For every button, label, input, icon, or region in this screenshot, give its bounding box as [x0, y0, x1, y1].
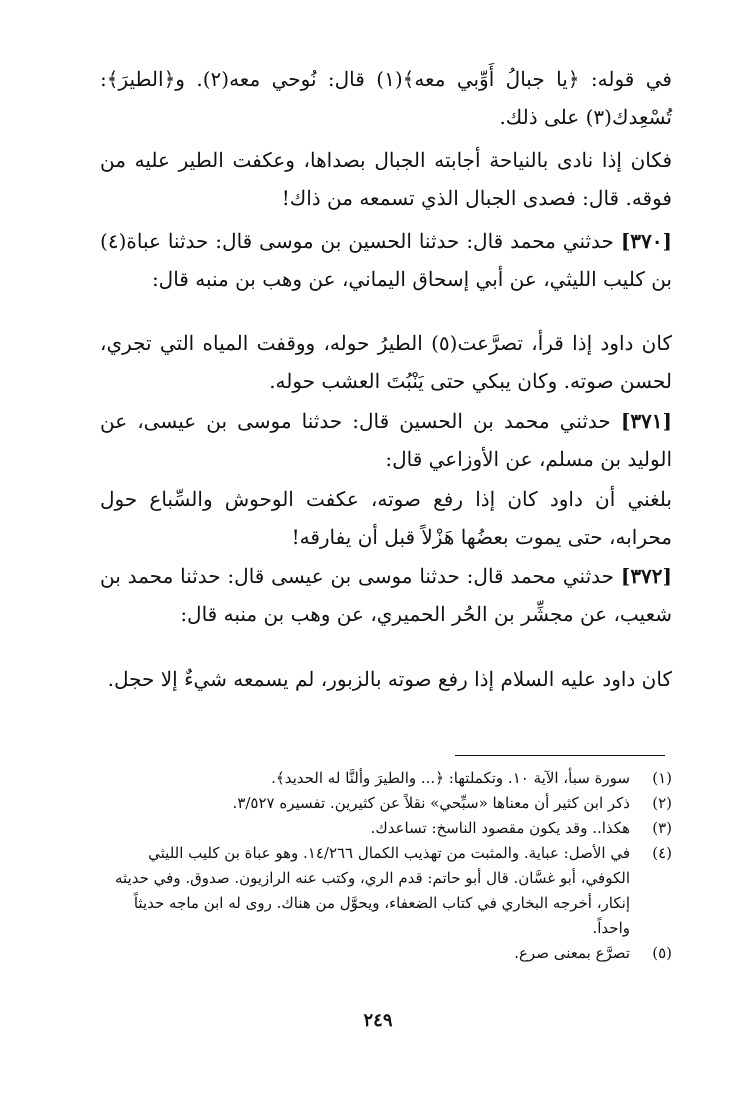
paragraph-1	[100, 60, 672, 136]
footnote-text: ذكر ابن كثير أن معناها «سبِّحي» نقلاً عن كثيرين. تفسيره ٣/٥٢٧.	[232, 794, 630, 812]
main-text-2	[100, 141, 672, 217]
main-text-3	[100, 222, 672, 298]
footnote-text: هكذا.. وقد يكون مقصود الناسخ: تساعدك.	[370, 819, 630, 837]
footnote-text: سورة سبأ، الآية ١٠. وتكملتها: ﴿... والطيرَ وألنَّا له الحديد﴾.	[271, 769, 630, 787]
paragraph-8	[100, 660, 672, 698]
footnote-3	[100, 816, 672, 841]
main-text-4	[100, 324, 672, 400]
page-number: ٢٤٩	[363, 1010, 393, 1031]
paragraph-8-text: كان داود عليه السلام إذا رفع صوته بالزبور، لم يسمعه شيءٌ إلا حجل.	[107, 667, 672, 691]
footnote-number: (١)	[652, 769, 672, 787]
paragraph-2	[100, 141, 672, 217]
footnote-text: في الأصل: عباية. والمثبت من تهذيب الكمال ١٤/٢٦٦. وهو عباة بن كليب الليثي الكوفي، أبو غسَّان. قال أبو حاتم: قدم الري، وكتب عنه الرازيون. صدوق. وفي حديثه إنكار، أخرجه البخاري في كتاب الضعفاء، ويحوَّل من هناك. روى له ابن ماجه حديثاً واحداً.	[114, 844, 630, 937]
paragraph-3-text: حدثني محمد قال: حدثنا الحسين بن موسى قال: حدثنا عباة(٤) بن كليب الليثي، عن أبي إسحاق اليماني، عن وهب بن منبه قال:	[100, 229, 672, 291]
paragraph-1-text: في قوله: ﴿يا جبالُ أَوِّبي معه﴾(١) قال: نُوحي معه(٢). و﴿الطيرَ﴾: تُسْعِدك(٣) على ذلك.	[100, 67, 672, 129]
footnote-number: (٥)	[652, 944, 672, 962]
paragraph-7-text: حدثني محمد قال: حدثنا موسى بن عيسى قال: حدثنا محمد بن شعيب، عن مجشِّر بن الحُر الحميري، عن وهب بن منبه قال:	[100, 564, 672, 626]
footnote-number: (٤)	[652, 844, 672, 862]
footnote-1	[100, 766, 672, 791]
hadith-number-371: [٣٧١]	[620, 409, 673, 433]
main-text-7	[100, 557, 672, 633]
paragraph-6	[100, 480, 672, 556]
hadith-number-370: [٣٧٠]	[620, 229, 672, 253]
paragraph-2-text: فكان إذا نادى بالنياحة أجابته الجبال بصداها، وعكفت الطير عليه من فوقه. قال: فصدى الجبال الذي تسمعه من ذاك!	[100, 148, 673, 210]
footnote-2	[100, 791, 672, 816]
footnote-number: (٢)	[652, 794, 672, 812]
footnote-number: (٣)	[652, 819, 672, 837]
footnote-text: تصرَّع بمعنى صرع.	[514, 944, 630, 962]
footnote-divider	[455, 755, 665, 756]
paragraph-4-text: كان داود إذا قرأ، تصرَّعت(٥) الطيرُ حوله، ووقفت المياه التي تجري، لحسن صوته. وكان يبكي حتى يَنْبُتَ العشب حوله.	[100, 331, 672, 393]
paragraph-6-text: بلغني أن داود كان إذا رفع صوته، عكفت الوحوش والسِّباع حول محرابه، حتى يموت بعضُها هَزْلاً قبل أن يفارقه!	[100, 487, 672, 549]
footnotes	[100, 766, 672, 966]
main-text	[100, 60, 672, 136]
paragraph-5-text: حدثني محمد بن الحسين قال: حدثنا موسى بن عيسى، عن الوليد بن مسلم، عن الأوزاعي قال:	[100, 409, 672, 471]
hadith-number-372: [٣٧٢]	[620, 564, 673, 588]
main-text-5	[100, 402, 672, 478]
paragraph-7	[100, 557, 672, 633]
footnote-5	[100, 941, 672, 966]
paragraph-3	[100, 222, 672, 298]
paragraph-4	[100, 324, 672, 400]
footnote-4	[100, 841, 672, 941]
paragraph-5	[100, 402, 672, 478]
main-text-6	[100, 480, 672, 556]
main-text-8	[100, 660, 672, 698]
